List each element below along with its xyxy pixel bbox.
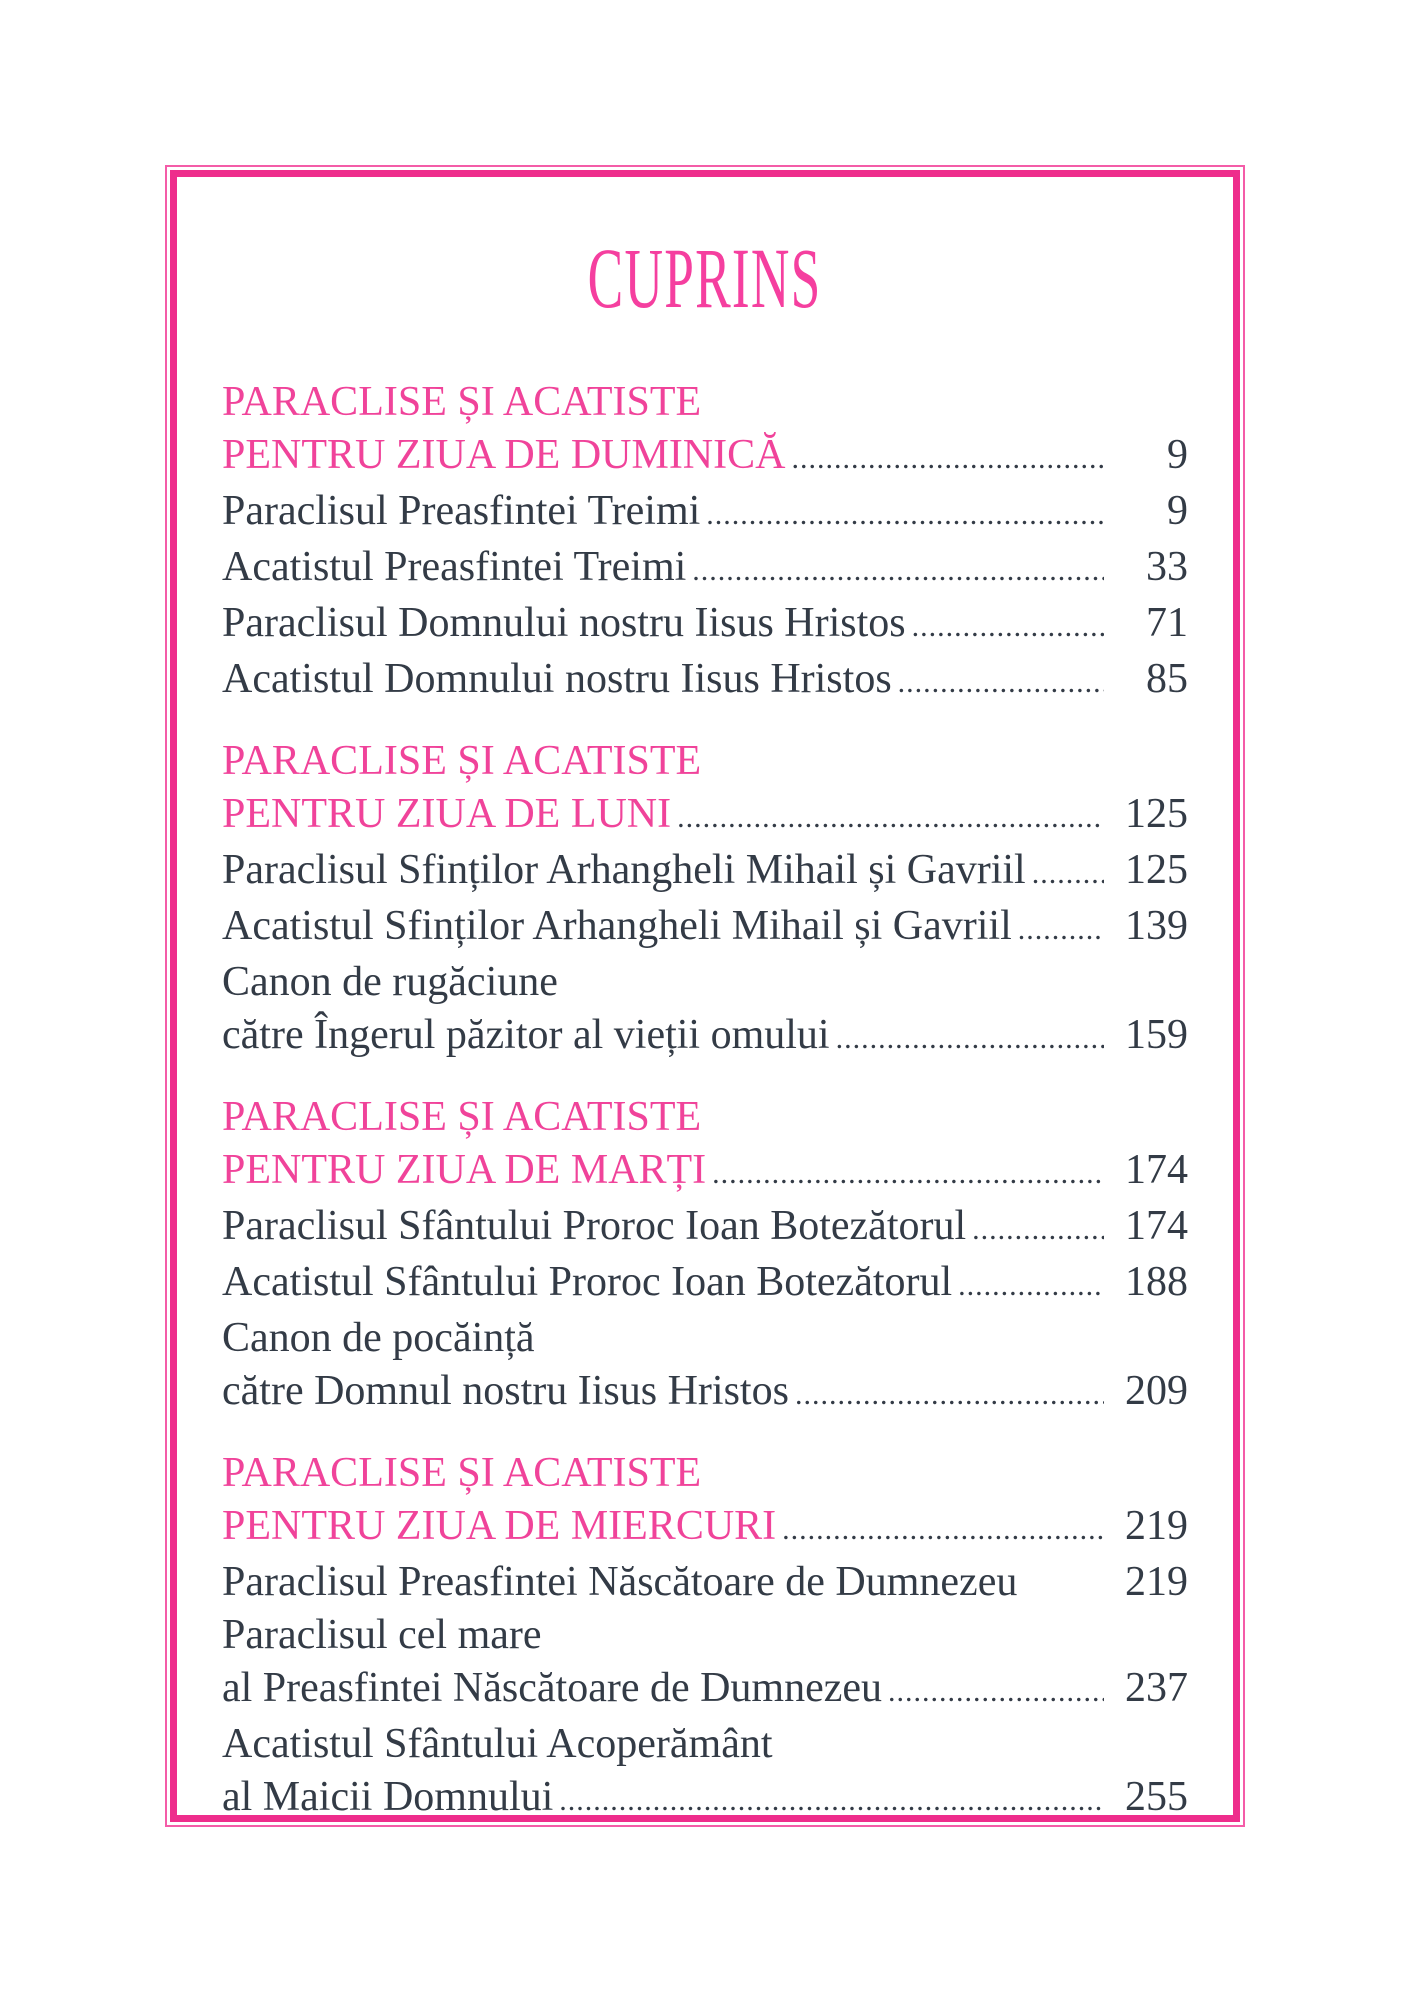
page-number: 209 — [1125, 1368, 1188, 1414]
page-title — [222, 230, 1188, 326]
page-number: 219 — [1125, 1559, 1188, 1605]
toc-section — [222, 1091, 1188, 1421]
page-number: 255 — [1125, 1774, 1188, 1820]
toc-content — [177, 177, 1233, 1820]
decorative-frame-inner — [170, 170, 1240, 1822]
page-number: 33 — [1146, 544, 1188, 590]
toc-row-label: Acatistul Domnului nostru Iisus Hristos — [222, 656, 892, 702]
toc-entry-row — [222, 956, 1188, 1009]
dot-leader — [1032, 844, 1104, 900]
toc-heading-row — [222, 376, 1188, 429]
toc-heading-row — [222, 1091, 1188, 1144]
toc-row-label: PENTRU ZIUA DE LUNI — [222, 791, 672, 837]
toc-entry-row — [222, 541, 1188, 597]
toc-row-label: Paraclisul Sfinților Arhangheli Mihail și Gavriil — [222, 847, 1026, 893]
page-number: 85 — [1146, 656, 1188, 702]
page-number: 125 — [1125, 847, 1188, 893]
toc-entry-row — [222, 1771, 1188, 1827]
page-number: 159 — [1125, 1012, 1188, 1058]
page-number: 174 — [1125, 1147, 1188, 1193]
page-number: 125 — [1125, 791, 1188, 837]
toc-entry-row — [222, 844, 1188, 900]
toc-heading-row — [222, 788, 1188, 844]
toc-row-label: Paraclisul Domnului nostru Iisus Hristos — [222, 600, 906, 646]
toc-section — [222, 1447, 1188, 1827]
toc-section — [222, 376, 1188, 709]
toc-row-label: către Îngerul păzitor al vieții omului — [222, 1012, 830, 1058]
dot-leader — [958, 1256, 1104, 1312]
dot-leader — [888, 1662, 1104, 1718]
dot-leader — [1018, 900, 1104, 956]
toc-row-label: Canon de pocăință — [222, 1315, 535, 1361]
toc-entry-row — [222, 597, 1188, 653]
toc-entry-row — [222, 1256, 1188, 1312]
toc-row-label: către Domnul nostru Iisus Hristos — [222, 1368, 789, 1414]
toc-entry-row — [222, 1009, 1188, 1065]
toc-row-label: al Maicii Domnului — [222, 1774, 554, 1820]
toc-row-label: Paraclisul Preasfintei Treimi — [222, 488, 701, 534]
toc-row-label: Acatistul Preasfintei Treimi — [222, 544, 687, 590]
dot-leader — [912, 597, 1104, 653]
page-number: 237 — [1125, 1665, 1188, 1711]
toc-row-label: Paraclisul Sfântului Proroc Ioan Botezătorul — [222, 1203, 967, 1249]
toc — [222, 376, 1188, 1827]
toc-heading-row — [222, 1500, 1188, 1556]
toc-entry-row — [222, 1662, 1188, 1718]
page-number: 188 — [1125, 1259, 1188, 1305]
toc-row-label: Canon de rugăciune — [222, 959, 558, 1005]
toc-row-label: al Preasfintei Născătoare de Dumnezeu — [222, 1665, 883, 1711]
page-number: 9 — [1167, 488, 1188, 534]
toc-row-label: Acatistul Sfinților Arhangheli Mihail și Gavriil — [222, 903, 1012, 949]
page-number: 71 — [1146, 600, 1188, 646]
dot-leader — [677, 788, 1104, 844]
toc-heading-row — [222, 1447, 1188, 1500]
toc-section — [222, 735, 1188, 1065]
toc-row-label: PENTRU ZIUA DE MIERCURI — [222, 1503, 777, 1549]
dot-leader — [782, 1500, 1104, 1556]
toc-entry-row — [222, 1556, 1188, 1609]
toc-heading-row — [222, 1144, 1188, 1200]
toc-row-label: Acatistul Sfântului Acoperământ — [222, 1721, 773, 1767]
toc-row-label: PARACLISE ȘI ACATISTE — [222, 1450, 702, 1496]
dot-leader — [898, 653, 1104, 709]
toc-row-label: PENTRU ZIUA DE MARȚI — [222, 1147, 707, 1193]
dot-leader — [706, 485, 1104, 541]
toc-row-label: PARACLISE ȘI ACATISTE — [222, 1094, 702, 1140]
toc-row-label: Paraclisul cel mare — [222, 1612, 542, 1658]
toc-row-label: Acatistul Sfântului Proroc Ioan Botezătorul — [222, 1259, 953, 1305]
toc-entry-row — [222, 1312, 1188, 1365]
dot-leader — [972, 1200, 1104, 1256]
toc-entry-row — [222, 1609, 1188, 1662]
decorative-frame-outer — [165, 165, 1245, 1827]
toc-row-label: PARACLISE ȘI ACATISTE — [222, 379, 702, 425]
toc-row-label: PARACLISE ȘI ACATISTE — [222, 738, 702, 784]
toc-entry-row — [222, 653, 1188, 709]
toc-entry-row — [222, 1718, 1188, 1771]
dot-leader — [791, 429, 1104, 485]
dot-leader — [795, 1365, 1104, 1421]
page-number: 174 — [1125, 1203, 1188, 1249]
dot-leader — [712, 1144, 1104, 1200]
toc-heading-row — [222, 735, 1188, 788]
toc-row-label: PENTRU ZIUA DE DUMINICĂ — [222, 432, 786, 478]
dot-leader — [836, 1009, 1104, 1065]
toc-entry-row — [222, 1365, 1188, 1421]
page-number: 219 — [1125, 1503, 1188, 1549]
toc-entry-row — [222, 900, 1188, 956]
toc-row-label: Paraclisul Preasfintei Născătoare de Dumnezeu — [222, 1559, 1018, 1605]
toc-entry-row — [222, 485, 1188, 541]
page-title-text: CUPRINS — [588, 230, 822, 326]
page-number: 139 — [1125, 903, 1188, 949]
toc-heading-row — [222, 429, 1188, 485]
page-number: 9 — [1167, 432, 1188, 478]
dot-leader — [559, 1771, 1104, 1827]
dot-leader — [692, 541, 1104, 597]
toc-entry-row — [222, 1200, 1188, 1256]
